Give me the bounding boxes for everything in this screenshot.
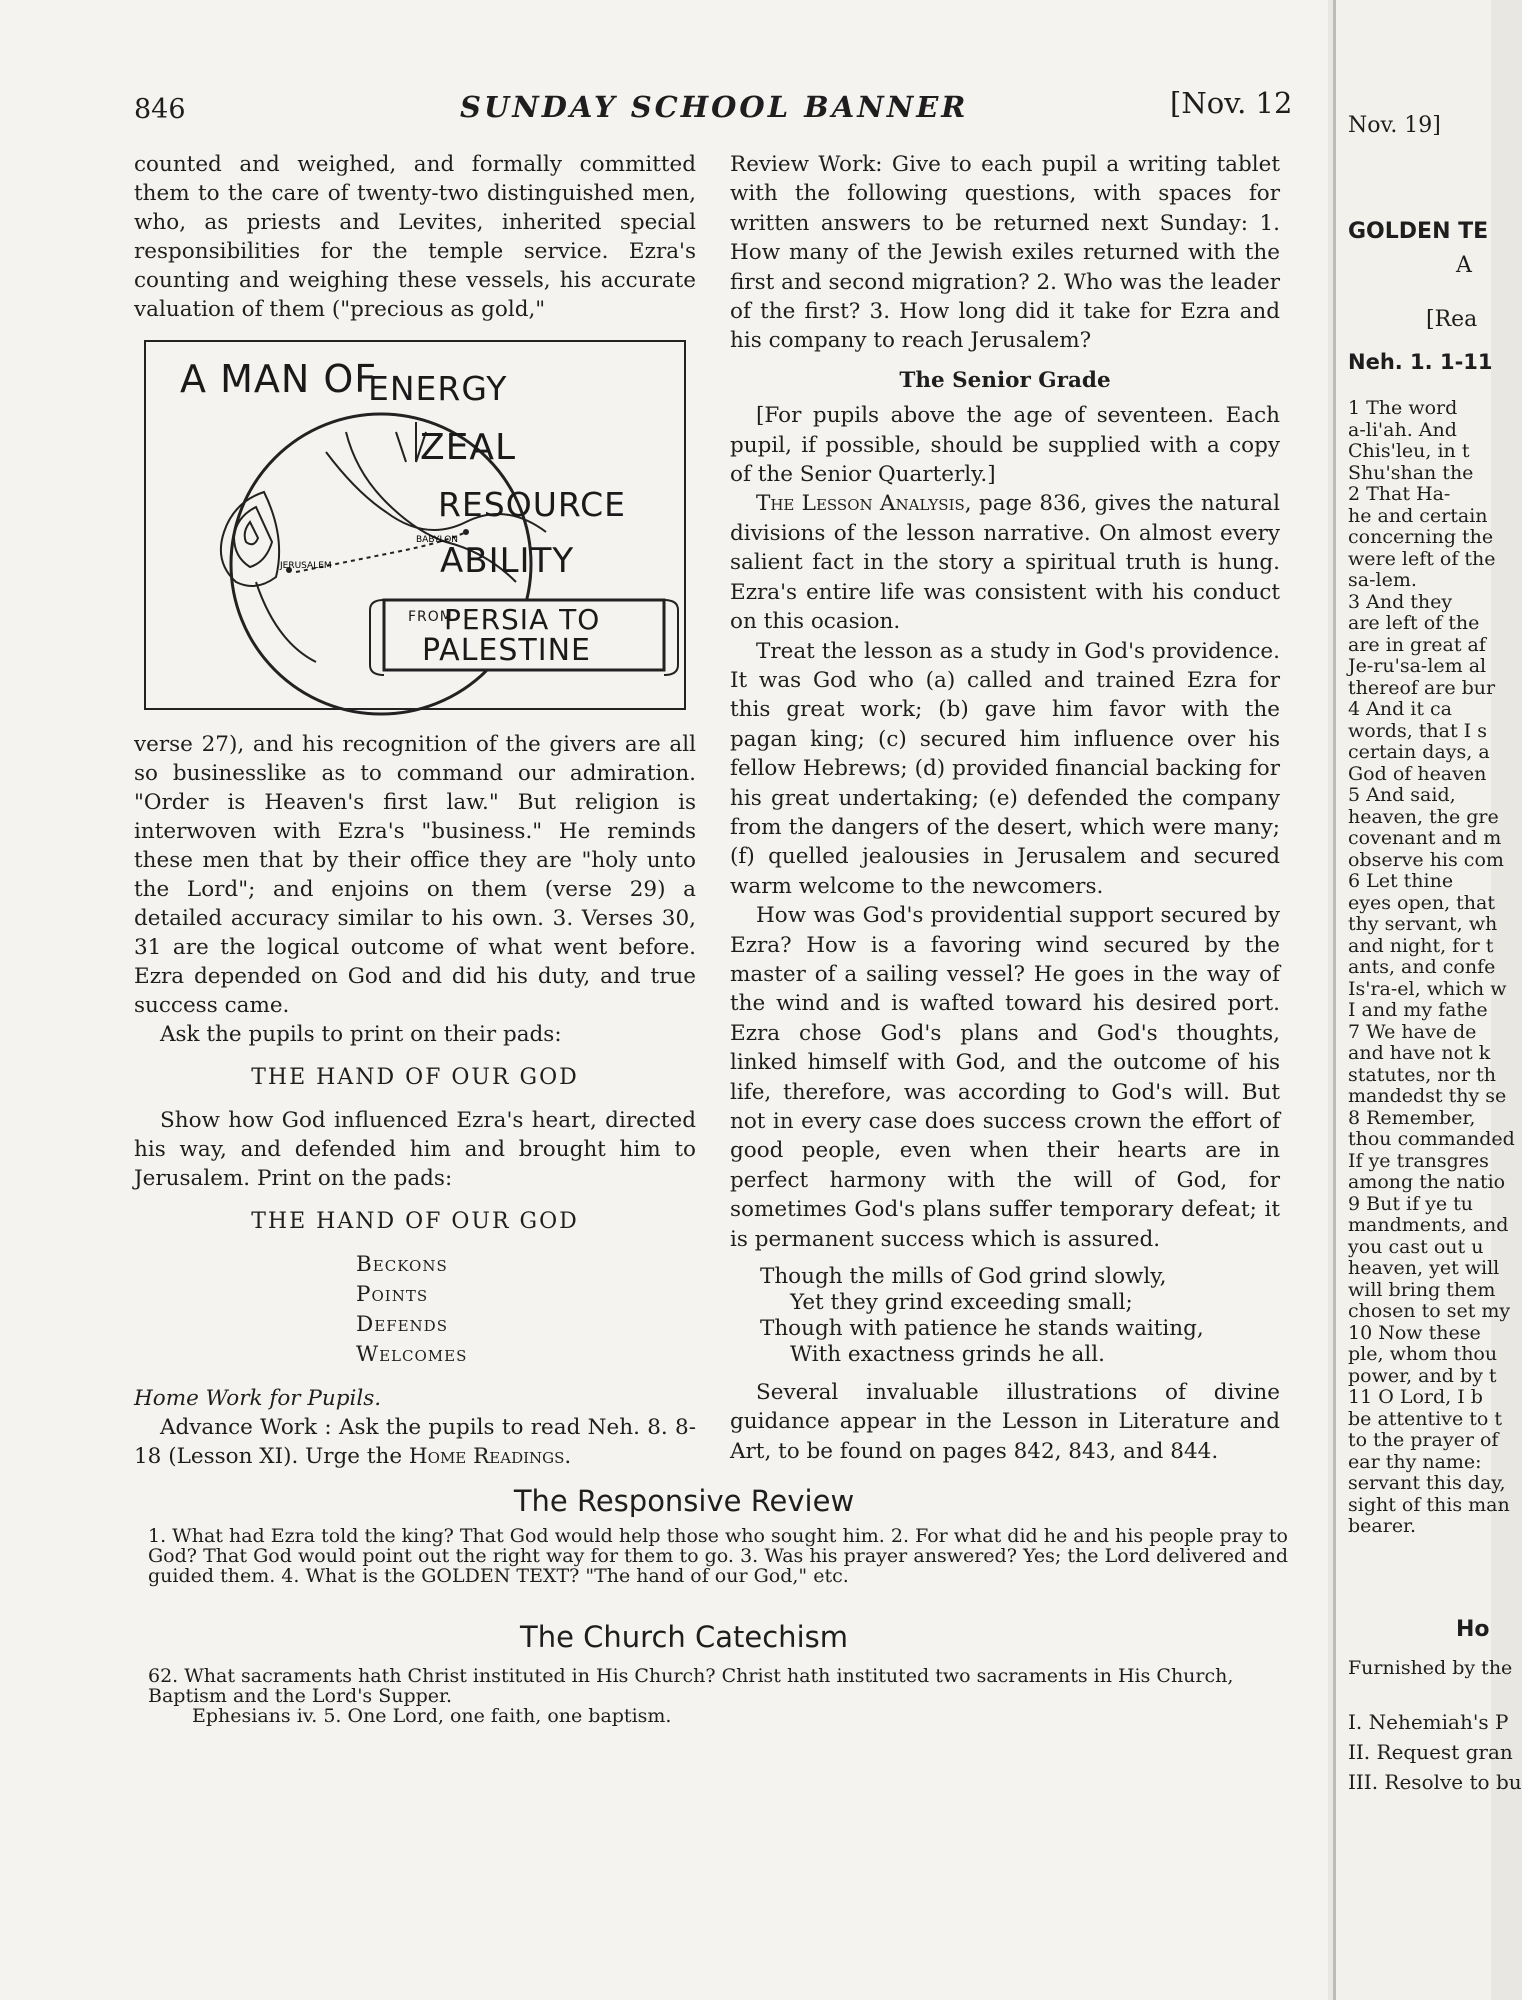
left-para-1: counted and weighed, and formally committed them to the care of twenty-two distinguished men, who, as priests and Levites, inherited special responsibilities for the temple service. Ezra's counting and weighing these vessels, his accurate valuation of them ("precious as gold," (134, 152, 696, 322)
left-para-3: Ask the pupils to print on their pads: (160, 1022, 562, 1047)
next-page-line: sight of this man (1348, 1493, 1510, 1516)
next-page-line: bearer. (1348, 1515, 1417, 1537)
illus-word-zeal: ZEAL (420, 427, 517, 468)
next-page-line: were left of the (1348, 547, 1496, 570)
illustration-man-of-energy (144, 340, 686, 710)
outline-2: II. Request gran (1348, 1740, 1513, 1764)
poem-line-2: Yet they grind exceeding small; (790, 1290, 1133, 1316)
word-defends: Defends (356, 1312, 448, 1337)
next-page-line: servant this day, (1348, 1472, 1506, 1494)
next-page-line: 11 O Lord, I b (1348, 1386, 1483, 1408)
next-page-line: chosen to set my (1348, 1300, 1511, 1322)
next-page-date: Nov. 19] (1348, 113, 1441, 138)
next-page-line: 7 We have de (1348, 1020, 1477, 1043)
next-page-line: Je-ru'sa-lem al (1348, 655, 1487, 677)
next-page-line: ants, and confe (1348, 956, 1496, 978)
running-title: SUNDAY SCHOOL BANNER (460, 90, 969, 124)
hand-heading-2: THE HAND OF OUR GOD (251, 1209, 579, 1234)
next-page-line: are left of the (1348, 612, 1480, 634)
illus-word-energy: ENERGY (368, 369, 508, 408)
next-page-line: sa-lem. (1348, 569, 1417, 591)
right-para-providence: Treat the lesson as a study in God's providence. It was God who (a) called and trained Ezra for this great work; (b) gave him favor with the pagan king; (c) secured him influence over his fellow Hebrews; (d) provided financial backing for his great undertaking; (e) defended the company from the dangers of the desert, which were many; (f) quelled jealousies in Jerusalem and secured warm welcome to the newcomers. (730, 638, 1280, 899)
illus-persia-to: PERSIA TO (444, 603, 601, 636)
responsive-review-title: The Responsive Review (513, 1484, 855, 1518)
next-page-line: ear thy name: (1348, 1450, 1482, 1473)
next-page-line: mandments, and (1348, 1214, 1509, 1236)
next-page-line: 5 And said, (1348, 784, 1456, 806)
poem-line-3: Though with patience he stands waiting, (760, 1316, 1204, 1342)
poem-line-4: With exactness grinds he all. (790, 1342, 1105, 1368)
word-points: Points (356, 1282, 429, 1307)
illus-from: FROM (408, 609, 453, 625)
illus-word-resource: RESOURCE (438, 485, 627, 524)
furnished-by: Furnished by the (1348, 1657, 1513, 1679)
next-page-line: are in great af (1348, 633, 1486, 656)
church-catechism-title: The Church Catechism (520, 1620, 848, 1654)
next-page-a: A (1456, 253, 1472, 278)
next-page-line: certain days, a (1348, 741, 1490, 763)
next-page-line: heaven, the gre (1348, 805, 1499, 828)
word-list (356, 1250, 696, 1370)
next-page-line: among the natio (1348, 1171, 1506, 1193)
next-page-line: a-li'ah. And (1348, 418, 1457, 441)
golden-text-heading: GOLDEN TE (1348, 219, 1489, 244)
review-work: Review Work: Give to each pupil a writing tablet with the following questions, with spaces for written answers to be returned next Sunday: 1. How many of the Jewish exiles returned with the first and second migration? 2. Who was the leader of the first? 3. How long did it take for Ezra and his company to reach Jerusalem? (730, 152, 1280, 354)
illus-word-ability: ABILITY (440, 541, 575, 581)
next-page-line: Shu'shan the (1348, 461, 1474, 484)
page-number: 846 (134, 94, 186, 125)
advance-text: Ask the pupils to read Neh. 8. 8-18 (Lesson XI). Urge the (134, 1415, 696, 1469)
home-heading: Ho (1456, 1617, 1490, 1642)
next-page-line: 3 And they (1348, 590, 1453, 613)
lesson-analysis-text: page 836, gives the natural divisions of the lesson narrative. On almost every salient fact in the story a spiritual truth is hung. Ezra's entire life was consistent with his conduct on this ocasion. (730, 491, 1280, 635)
home-work-title: Home Work for Pupils. (134, 1386, 382, 1411)
next-page-line: mandedst thy se (1348, 1085, 1507, 1107)
next-page-line: 2 That Ha- (1348, 483, 1451, 505)
left-column (134, 150, 696, 1471)
poem (760, 1264, 1280, 1368)
next-page-reading: [Rea (1426, 307, 1478, 332)
word-welcomes: Welcomes (356, 1342, 468, 1367)
next-page-line: thereof are bur (1348, 676, 1496, 699)
catechism-question: 62. What sacraments hath Christ instituted in His Church? Christ hath instituted two sacraments in His Church, Baptism and the Lord's Supper. (148, 1665, 1234, 1707)
next-page-ref: Neh. 1. 1-11 (1348, 350, 1493, 374)
next-page-line: concerning the (1348, 526, 1494, 548)
church-catechism-text (148, 1666, 1288, 1726)
babylon-label: BABYLON (416, 535, 459, 545)
next-page-line: statutes, nor th (1348, 1063, 1496, 1086)
next-page-line: I and my fathe (1348, 999, 1488, 1021)
advance-work (134, 1413, 696, 1471)
next-page-line: 6 Let thine (1348, 870, 1454, 892)
next-page-line: observe his com (1348, 848, 1504, 871)
next-page-line: 9 But if ye tu (1348, 1192, 1474, 1215)
next-page-line: eyes open, that (1348, 891, 1496, 914)
next-page-line: ple, whom thou (1348, 1343, 1498, 1365)
next-page-line: and night, for t (1348, 934, 1494, 957)
senior-grade-note: [For pupils above the age of seventeen. Each pupil, if possible, should be supplied with a copy of the Senior Quarterly.] (730, 403, 1280, 488)
right-para-wind: How was God's providential support secured by Ezra? How is a favoring wind secured by the master of a sailing vessel? He goes in the way of the wind and is wafted toward his desired port. Ezra chose God's plans and God's thoughts, linked himself with God, and the outcome of his life, therefore, was according to God's will. But not in every case does success crown the effort of good people, even when their hearts are in perfect harmony with the will of God, for sometimes God's plans suffer temporary defeat; it is permanent success which is assured. (730, 903, 1280, 1252)
outline-1: I. Nehemiah's P (1348, 1710, 1509, 1734)
responsive-review-text: 1. What had Ezra told the king? That God would help those who sought him. 2. For what did he and his people pray to God? That God would point out the right way for them to go. 3. Was his prayer answered? Yes; the Lord delivered and guided them. 4. What is the GOLDEN TEXT? "The hand of our God," etc. (148, 1525, 1288, 1587)
next-page-line: If ye transgres (1348, 1149, 1489, 1172)
next-page-line: thou commanded (1348, 1128, 1515, 1150)
catechism-scripture: Ephesians iv. 5. One Lord, one faith, one baptism. (192, 1705, 672, 1727)
next-page-line: thy servant, wh (1348, 913, 1498, 935)
lesson-analysis (730, 489, 1280, 636)
next-page-line: God of heaven (1348, 762, 1487, 785)
right-para-illustrations: Several invaluable illustrations of divine guidance appear in the Lesson in Literature and Art, to be found on pages 842, 843, and 844. (730, 1380, 1280, 1464)
hand-heading-1: THE HAND OF OUR GOD (251, 1065, 579, 1090)
illus-palestine: PALESTINE (422, 633, 591, 668)
next-page-line: you cast out u (1348, 1235, 1484, 1258)
poem-line-1: Though the mills of God grind slowly, (760, 1264, 1167, 1290)
illus-man-of: A MAN OF (180, 357, 378, 401)
lesson-analysis-label: The Lesson Analysis, (756, 491, 972, 517)
next-page-line: covenant and m (1348, 827, 1502, 849)
advance-label: Advance Work : (160, 1415, 332, 1440)
senior-grade-heading: The Senior Grade (899, 367, 1111, 393)
jerusalem-label: JERUSALEM (280, 561, 332, 571)
word-beckons: Beckons (356, 1252, 448, 1277)
left-para-4: Show how God influenced Ezra's heart, directed his way, and defended him and brought him to Jerusalem. Print on the pads: (134, 1108, 696, 1191)
home-readings: Home Readings. (408, 1444, 572, 1469)
next-page-line: to the prayer of (1348, 1429, 1499, 1451)
next-page-line: 8 Remember, (1348, 1106, 1476, 1129)
header-date: [Nov. 12 (1170, 86, 1293, 120)
next-page-line: and have not k (1348, 1042, 1491, 1064)
right-column (730, 150, 1280, 1466)
outline-3: III. Resolve to bu (1348, 1770, 1522, 1794)
next-page-line: he and certain (1348, 504, 1488, 527)
next-page-fragment (1333, 0, 1522, 2000)
next-page-line: 1 The word (1348, 397, 1458, 419)
next-page-line: Chis'leu, in t (1348, 440, 1470, 462)
next-page-line: 4 And it ca (1348, 698, 1453, 720)
left-para-2: verse 27), and his recognition of the givers are all so businesslike as to command our admiration. "Order is Heaven's first law." But religion is interwoven with Ezra's "business." He reminds these men that by their office they are "holy unto the Lord"; and enjoins on them (verse 29) a detailed accuracy similar to his own. 3. Verses 30, 31 are the logical outcome of what went before. Ezra depended on God and did his duty, and true success came. (134, 732, 696, 1018)
next-page-line: heaven, yet will (1348, 1257, 1500, 1279)
next-page-line: power, and by t (1348, 1364, 1497, 1387)
next-page-line: will bring them (1348, 1278, 1496, 1301)
next-page-line: be attentive to t (1348, 1407, 1503, 1430)
next-page-line: 10 Now these (1348, 1321, 1481, 1344)
next-page-line: words, that I s (1348, 719, 1487, 742)
next-page-line: Is'ra-el, which w (1348, 977, 1507, 1000)
